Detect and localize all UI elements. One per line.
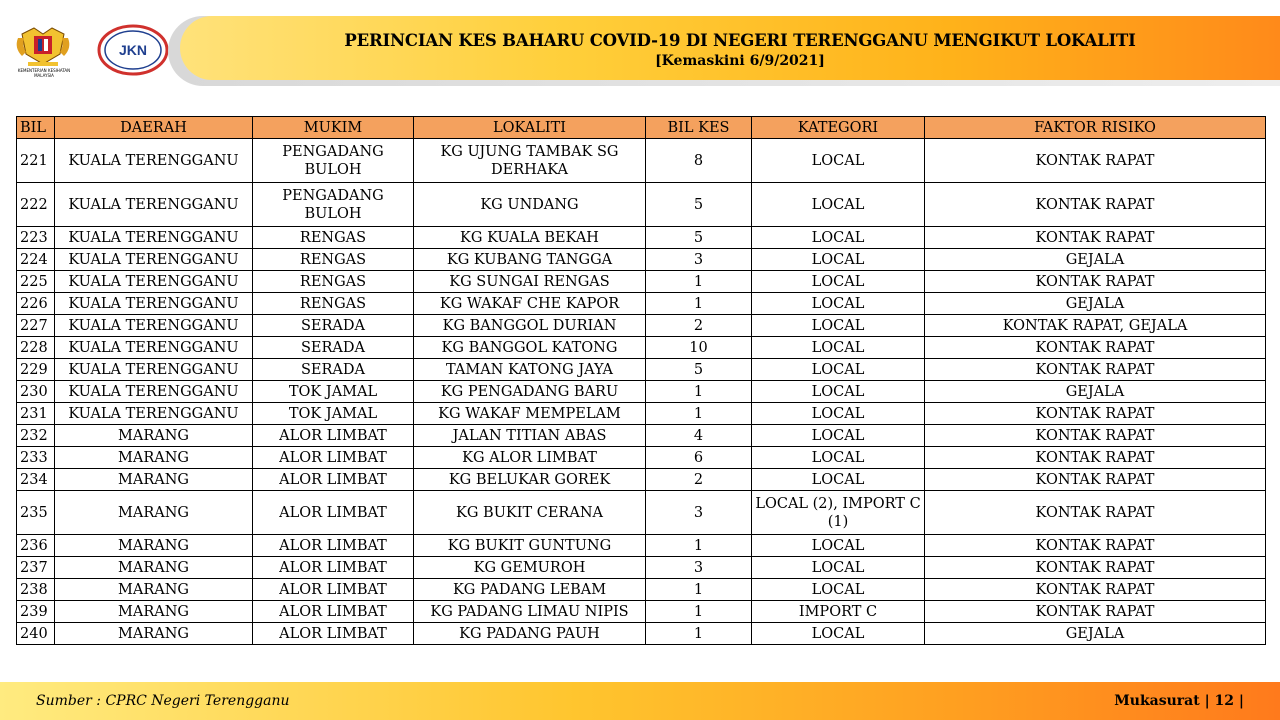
cell-faktor-risiko: KONTAK RAPAT: [925, 557, 1266, 579]
table-row: [17, 227, 1266, 249]
cell-bil-kes: 1: [646, 601, 752, 623]
cell-mukim: PENGADANG BULOH: [253, 183, 414, 227]
cell-faktor-risiko: KONTAK RAPAT: [925, 447, 1266, 469]
cell-bil: 228: [17, 337, 55, 359]
table-row: [17, 491, 1266, 535]
cell-daerah: MARANG: [55, 447, 253, 469]
cell-faktor-risiko: KONTAK RAPAT: [925, 139, 1266, 183]
cell-kategori: LOCAL (2), IMPORT C (1): [752, 491, 925, 535]
cell-lokaliti: TAMAN KATONG JAYA: [414, 359, 646, 381]
page-title: PERINCIAN KES BAHARU COVID-19 DI NEGERI TERENGGANU MENGIKUT LOKALITI: [344, 31, 1136, 50]
table-row: [17, 623, 1266, 645]
cell-kategori: LOCAL: [752, 579, 925, 601]
cell-mukim: ALOR LIMBAT: [253, 601, 414, 623]
table-row: [17, 315, 1266, 337]
cell-daerah: KUALA TERENGGANU: [55, 381, 253, 403]
column-header-lokaliti: LOKALITI: [414, 117, 646, 139]
cell-bil-kes: 5: [646, 227, 752, 249]
cell-mukim: SERADA: [253, 359, 414, 381]
table-row: [17, 601, 1266, 623]
cell-lokaliti: KG GEMUROH: [414, 557, 646, 579]
cell-lokaliti: KG KUBANG TANGGA: [414, 249, 646, 271]
cell-daerah: KUALA TERENGGANU: [55, 403, 253, 425]
cell-lokaliti: KG ALOR LIMBAT: [414, 447, 646, 469]
page-subtitle: [Kemaskini 6/9/2021]: [655, 53, 825, 69]
cell-mukim: RENGAS: [253, 227, 414, 249]
table-row: [17, 359, 1266, 381]
cell-bil-kes: 3: [646, 249, 752, 271]
table-row: [17, 425, 1266, 447]
cell-kategori: LOCAL: [752, 403, 925, 425]
cell-bil-kes: 3: [646, 557, 752, 579]
table-row: [17, 557, 1266, 579]
jkn-logo-text: JKN: [118, 42, 148, 58]
cell-kategori: IMPORT C: [752, 601, 925, 623]
table-header-row: [17, 117, 1266, 139]
cell-daerah: MARANG: [55, 535, 253, 557]
slide-header: [0, 0, 1280, 100]
column-header-daerah: DAERAH: [55, 117, 253, 139]
cell-daerah: MARANG: [55, 579, 253, 601]
cell-bil: 237: [17, 557, 55, 579]
column-header-kategori: KATEGORI: [752, 117, 925, 139]
cell-faktor-risiko: GEJALA: [925, 249, 1266, 271]
cell-mukim: ALOR LIMBAT: [253, 469, 414, 491]
cell-faktor-risiko: KONTAK RAPAT: [925, 601, 1266, 623]
cell-mukim: TOK JAMAL: [253, 381, 414, 403]
cell-lokaliti: KG BUKIT CERANA: [414, 491, 646, 535]
cell-lokaliti: KG PENGADANG BARU: [414, 381, 646, 403]
cell-bil: 234: [17, 469, 55, 491]
cell-lokaliti: KG BUKIT GUNTUNG: [414, 535, 646, 557]
cell-bil: 231: [17, 403, 55, 425]
cell-faktor-risiko: KONTAK RAPAT: [925, 491, 1266, 535]
cell-bil-kes: 8: [646, 139, 752, 183]
cases-table: [16, 116, 1266, 645]
cell-faktor-risiko: KONTAK RAPAT: [925, 469, 1266, 491]
cell-lokaliti: KG PADANG LIMAU NIPIS: [414, 601, 646, 623]
cell-mukim: ALOR LIMBAT: [253, 535, 414, 557]
cell-kategori: LOCAL: [752, 557, 925, 579]
cell-bil: 238: [17, 579, 55, 601]
cell-bil-kes: 1: [646, 271, 752, 293]
cell-kategori: LOCAL: [752, 469, 925, 491]
cell-mukim: ALOR LIMBAT: [253, 447, 414, 469]
cell-kategori: LOCAL: [752, 249, 925, 271]
cell-faktor-risiko: KONTAK RAPAT, GEJALA: [925, 315, 1266, 337]
cell-kategori: LOCAL: [752, 623, 925, 645]
cell-faktor-risiko: KONTAK RAPAT: [925, 227, 1266, 249]
cell-bil: 236: [17, 535, 55, 557]
cell-bil-kes: 1: [646, 293, 752, 315]
cell-kategori: LOCAL: [752, 381, 925, 403]
table-row: [17, 579, 1266, 601]
cell-mukim: RENGAS: [253, 271, 414, 293]
cell-kategori: LOCAL: [752, 139, 925, 183]
cell-bil-kes: 1: [646, 403, 752, 425]
cell-mukim: TOK JAMAL: [253, 403, 414, 425]
table-row: [17, 293, 1266, 315]
cell-daerah: KUALA TERENGGANU: [55, 249, 253, 271]
cell-faktor-risiko: KONTAK RAPAT: [925, 535, 1266, 557]
cell-bil: 240: [17, 623, 55, 645]
cell-bil: 232: [17, 425, 55, 447]
source-note: Sumber : CPRC Negeri Terengganu: [36, 693, 290, 709]
cell-kategori: LOCAL: [752, 183, 925, 227]
cell-daerah: MARANG: [55, 557, 253, 579]
table-body: [17, 139, 1266, 645]
table-row: [17, 271, 1266, 293]
cell-bil-kes: 5: [646, 359, 752, 381]
cell-faktor-risiko: KONTAK RAPAT: [925, 359, 1266, 381]
cell-kategori: LOCAL: [752, 227, 925, 249]
cell-mukim: ALOR LIMBAT: [253, 557, 414, 579]
cell-lokaliti: KG WAKAF CHE KAPOR: [414, 293, 646, 315]
logo-caption: KEMENTERIAN KESIHATAN MALAYSIA: [17, 68, 71, 78]
column-header-bil-kes: BIL KES: [646, 117, 752, 139]
cell-lokaliti: KG PADANG PAUH: [414, 623, 646, 645]
cell-bil: 225: [17, 271, 55, 293]
cell-faktor-risiko: KONTAK RAPAT: [925, 579, 1266, 601]
slide-footer: [0, 682, 1280, 720]
cell-bil: 224: [17, 249, 55, 271]
cell-daerah: MARANG: [55, 601, 253, 623]
cell-bil: 223: [17, 227, 55, 249]
cell-daerah: MARANG: [55, 469, 253, 491]
cell-kategori: LOCAL: [752, 315, 925, 337]
cell-mukim: SERADA: [253, 315, 414, 337]
page-number: Mukasurat | 12 |: [1114, 693, 1244, 709]
cell-lokaliti: KG KUALA BEKAH: [414, 227, 646, 249]
cell-kategori: LOCAL: [752, 359, 925, 381]
table-row: [17, 183, 1266, 227]
cell-faktor-risiko: GEJALA: [925, 293, 1266, 315]
cell-bil: 227: [17, 315, 55, 337]
cell-bil: 239: [17, 601, 55, 623]
logo-group: [12, 20, 162, 80]
cell-lokaliti: KG UJUNG TAMBAK SG DERHAKA: [414, 139, 646, 183]
table-row: [17, 469, 1266, 491]
cell-bil-kes: 6: [646, 447, 752, 469]
cell-bil-kes: 1: [646, 535, 752, 557]
cell-bil-kes: 4: [646, 425, 752, 447]
cell-lokaliti: KG PADANG LEBAM: [414, 579, 646, 601]
cell-daerah: KUALA TERENGGANU: [55, 359, 253, 381]
cell-bil-kes: 1: [646, 623, 752, 645]
cell-lokaliti: KG BANGGOL DURIAN: [414, 315, 646, 337]
cell-bil-kes: 3: [646, 491, 752, 535]
cell-bil-kes: 1: [646, 381, 752, 403]
cell-lokaliti: JALAN TITIAN ABAS: [414, 425, 646, 447]
cell-faktor-risiko: KONTAK RAPAT: [925, 183, 1266, 227]
cell-daerah: MARANG: [55, 491, 253, 535]
table-row: [17, 337, 1266, 359]
cell-mukim: SERADA: [253, 337, 414, 359]
cell-daerah: MARANG: [55, 623, 253, 645]
cell-faktor-risiko: KONTAK RAPAT: [925, 337, 1266, 359]
cell-bil: 221: [17, 139, 55, 183]
cell-bil-kes: 1: [646, 579, 752, 601]
table-row: [17, 139, 1266, 183]
cell-kategori: LOCAL: [752, 337, 925, 359]
cell-bil: 229: [17, 359, 55, 381]
cell-kategori: LOCAL: [752, 271, 925, 293]
cell-bil-kes: 2: [646, 315, 752, 337]
cell-kategori: LOCAL: [752, 425, 925, 447]
cell-mukim: PENGADANG BULOH: [253, 139, 414, 183]
cell-faktor-risiko: KONTAK RAPAT: [925, 403, 1266, 425]
cell-mukim: ALOR LIMBAT: [253, 579, 414, 601]
cases-table-container: [16, 116, 1265, 645]
cell-lokaliti: KG WAKAF MEMPELAM: [414, 403, 646, 425]
cell-bil: 235: [17, 491, 55, 535]
cell-daerah: MARANG: [55, 425, 253, 447]
cell-lokaliti: KG SUNGAI RENGAS: [414, 271, 646, 293]
cell-bil-kes: 2: [646, 469, 752, 491]
cell-bil: 230: [17, 381, 55, 403]
cell-daerah: KUALA TERENGGANU: [55, 183, 253, 227]
cell-daerah: KUALA TERENGGANU: [55, 227, 253, 249]
cell-kategori: LOCAL: [752, 535, 925, 557]
cell-daerah: KUALA TERENGGANU: [55, 271, 253, 293]
cell-lokaliti: KG BELUKAR GOREK: [414, 469, 646, 491]
cell-faktor-risiko: KONTAK RAPAT: [925, 271, 1266, 293]
cell-mukim: ALOR LIMBAT: [253, 425, 414, 447]
cell-lokaliti: KG BANGGOL KATONG: [414, 337, 646, 359]
cell-kategori: LOCAL: [752, 447, 925, 469]
cell-faktor-risiko: KONTAK RAPAT: [925, 425, 1266, 447]
column-header-faktor-risiko: FAKTOR RISIKO: [925, 117, 1266, 139]
table-row: [17, 249, 1266, 271]
cell-mukim: RENGAS: [253, 249, 414, 271]
cell-daerah: KUALA TERENGGANU: [55, 315, 253, 337]
column-header-bil: BIL: [17, 117, 55, 139]
cell-bil: 222: [17, 183, 55, 227]
cell-bil-kes: 10: [646, 337, 752, 359]
table-row: [17, 447, 1266, 469]
jkn-logo-icon: [96, 24, 170, 76]
cell-daerah: KUALA TERENGGANU: [55, 139, 253, 183]
cell-kategori: LOCAL: [752, 293, 925, 315]
cell-daerah: KUALA TERENGGANU: [55, 337, 253, 359]
cell-mukim: ALOR LIMBAT: [253, 623, 414, 645]
table-row: [17, 381, 1266, 403]
cell-daerah: KUALA TERENGGANU: [55, 293, 253, 315]
cell-lokaliti: KG UNDANG: [414, 183, 646, 227]
table-row: [17, 403, 1266, 425]
cell-mukim: ALOR LIMBAT: [253, 491, 414, 535]
column-header-mukim: MUKIM: [253, 117, 414, 139]
cell-faktor-risiko: GEJALA: [925, 623, 1266, 645]
cell-faktor-risiko: GEJALA: [925, 381, 1266, 403]
cell-mukim: RENGAS: [253, 293, 414, 315]
cell-bil-kes: 5: [646, 183, 752, 227]
table-row: [17, 535, 1266, 557]
cell-bil: 226: [17, 293, 55, 315]
cell-bil: 233: [17, 447, 55, 469]
